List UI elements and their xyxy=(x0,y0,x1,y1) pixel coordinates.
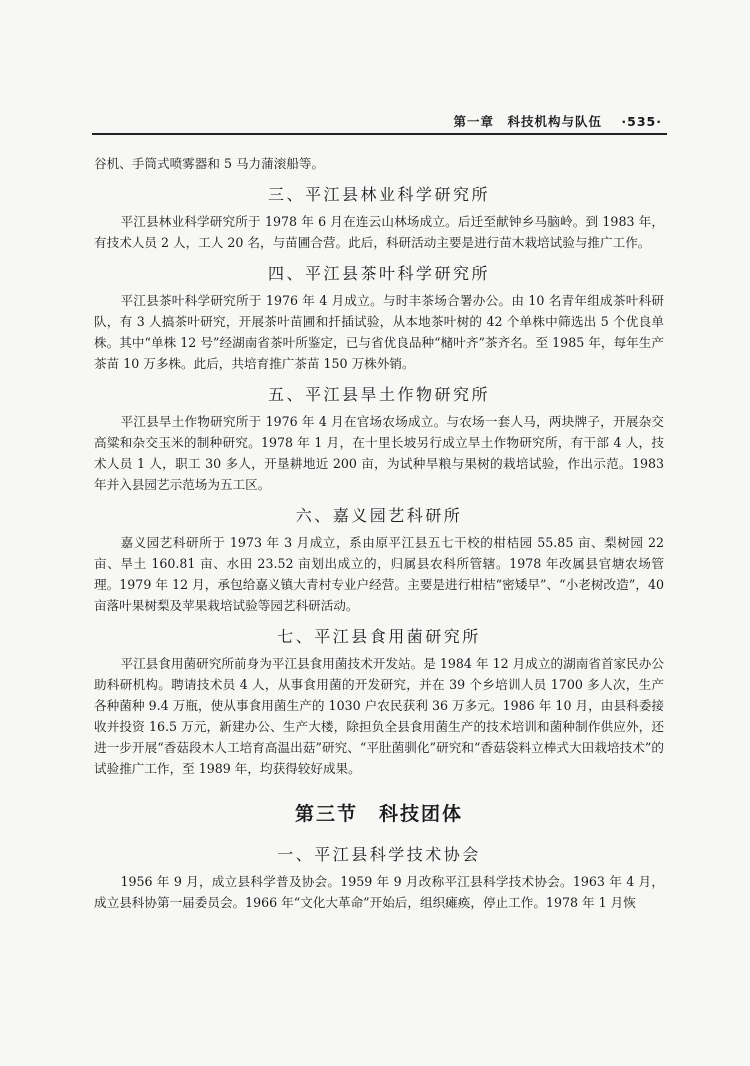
page-number: ·535· xyxy=(621,114,662,129)
section-title-science-association: 一、平江县科学技术协会 xyxy=(277,845,481,864)
section-title-jiayi-horticulture: 六、嘉义园艺科研所 xyxy=(295,506,463,525)
chapter-section-title: 第三节 科技团体 xyxy=(294,803,463,825)
paragraph-tea: 平江县茶叶科学研究所于 1976 年 4 月成立。与时丰茶场合署办公。由 10 名青年组成茶叶科研队，有 3 人搞茶叶研究，开展茶叶苗圃和扦插试验，从本地茶叶树的 42 个单株中筛选出 5 个优良单株。其中“单株 12 号”经湖南省茶叶所鉴定，已与省优良品种“槠叶齐”茶齐名。至 1985 年，每年生产茶苗 10 万多株。此后，共培育推广茶苗 150 万株外销。 xyxy=(94,293,664,371)
paragraph-forestry: 平江县林业科学研究所于 1978 年 6 月在连云山林场成立。后迁至献钟乡马脑岭。到 1983 年，有技术人员 2 人，工人 20 名，与苗圃合营。此后，科研活动主要是进行苗木栽培试验与推广工作。 xyxy=(94,214,664,250)
paragraph-edible-fungi: 平江县食用菌研究所前身为平江县食用菌技术开发站。是 1984 年 12 月成立的湖南省首家民办公助科研机构。聘请技术员 4 人，从事食用菌的开发研究，并在 39 个乡培训人员 1700 多人次，生产各种菌种 9.4 万瓶，使从事食用菌生产的 1030 户农民获利 36 万多元。1986 年 10 月，由县科委接收并投资 16.5 万元，新建办公、生产大楼，除担负全县食用菌生产的技术培训和菌种制作供应外，还进一步开展“香菇段木人工培育高温出菇”研究、“平肚菌驯化”研究和“香菇袋料立棒式大田栽培技术”的试验推广工作，至 1989 年，均获得较好成果。 xyxy=(94,656,664,776)
section-title-tea: 四、平江县茶叶科学研究所 xyxy=(267,264,490,283)
section-title-dryland-crops: 五、平江县旱土作物研究所 xyxy=(267,385,490,404)
page-body xyxy=(94,153,664,913)
section-title-forestry: 三、平江县林业科学研究所 xyxy=(267,185,490,204)
paragraph-jiayi-horticulture: 嘉义园艺科研所于 1973 年 3 月成立，系由原平江县五七干校的柑桔园 55.85 亩、梨树园 22 亩、旱土 160.81 亩、水田 23.52 亩划出成立的，归属县农科所管辖。1978 年改属县官塘农场管理。1979 年 12 月，承包给嘉义镇大青村专业户经营。主要是进行柑桔“密矮早”、“小老树改造”，40 亩落叶果树梨及苹果栽培试验等园艺科研活动。 xyxy=(94,535,664,613)
running-header xyxy=(92,112,662,130)
intro-line: 谷机、手筒式喷雾器和 5 马力蒲滚船等。 xyxy=(94,156,325,171)
paragraph-science-association: 1956 年 9 月，成立县科学普及协会。1959 年 9 月改称平江县科学技术协会。1963 年 4 月，成立县科协第一届委员会。1966 年“文化大革命”开始后，组织瘫痪，停止工作。1978 年 1 月恢 xyxy=(94,874,664,910)
chapter-title: 第一章 科技机构与队伍 xyxy=(453,114,603,129)
paragraph-dryland-crops: 平江县旱土作物研究所于 1976 年 4 月在官场农场成立。与农场一套人马，两块牌子，开展杂交高粱和杂交玉米的制种研究。1978 年 1 月，在十里长坡另行成立旱土作物研究所，有干部 4 人，技术人员 1 人，职工 30 多人，开垦耕地近 200 亩，为试种旱粮与果树的栽培试验，作出示范。1983 年并入县园艺示范场为五工区。 xyxy=(94,414,664,492)
section-title-edible-fungi: 七、平江县食用菌研究所 xyxy=(277,627,481,646)
header-rule xyxy=(92,133,667,135)
